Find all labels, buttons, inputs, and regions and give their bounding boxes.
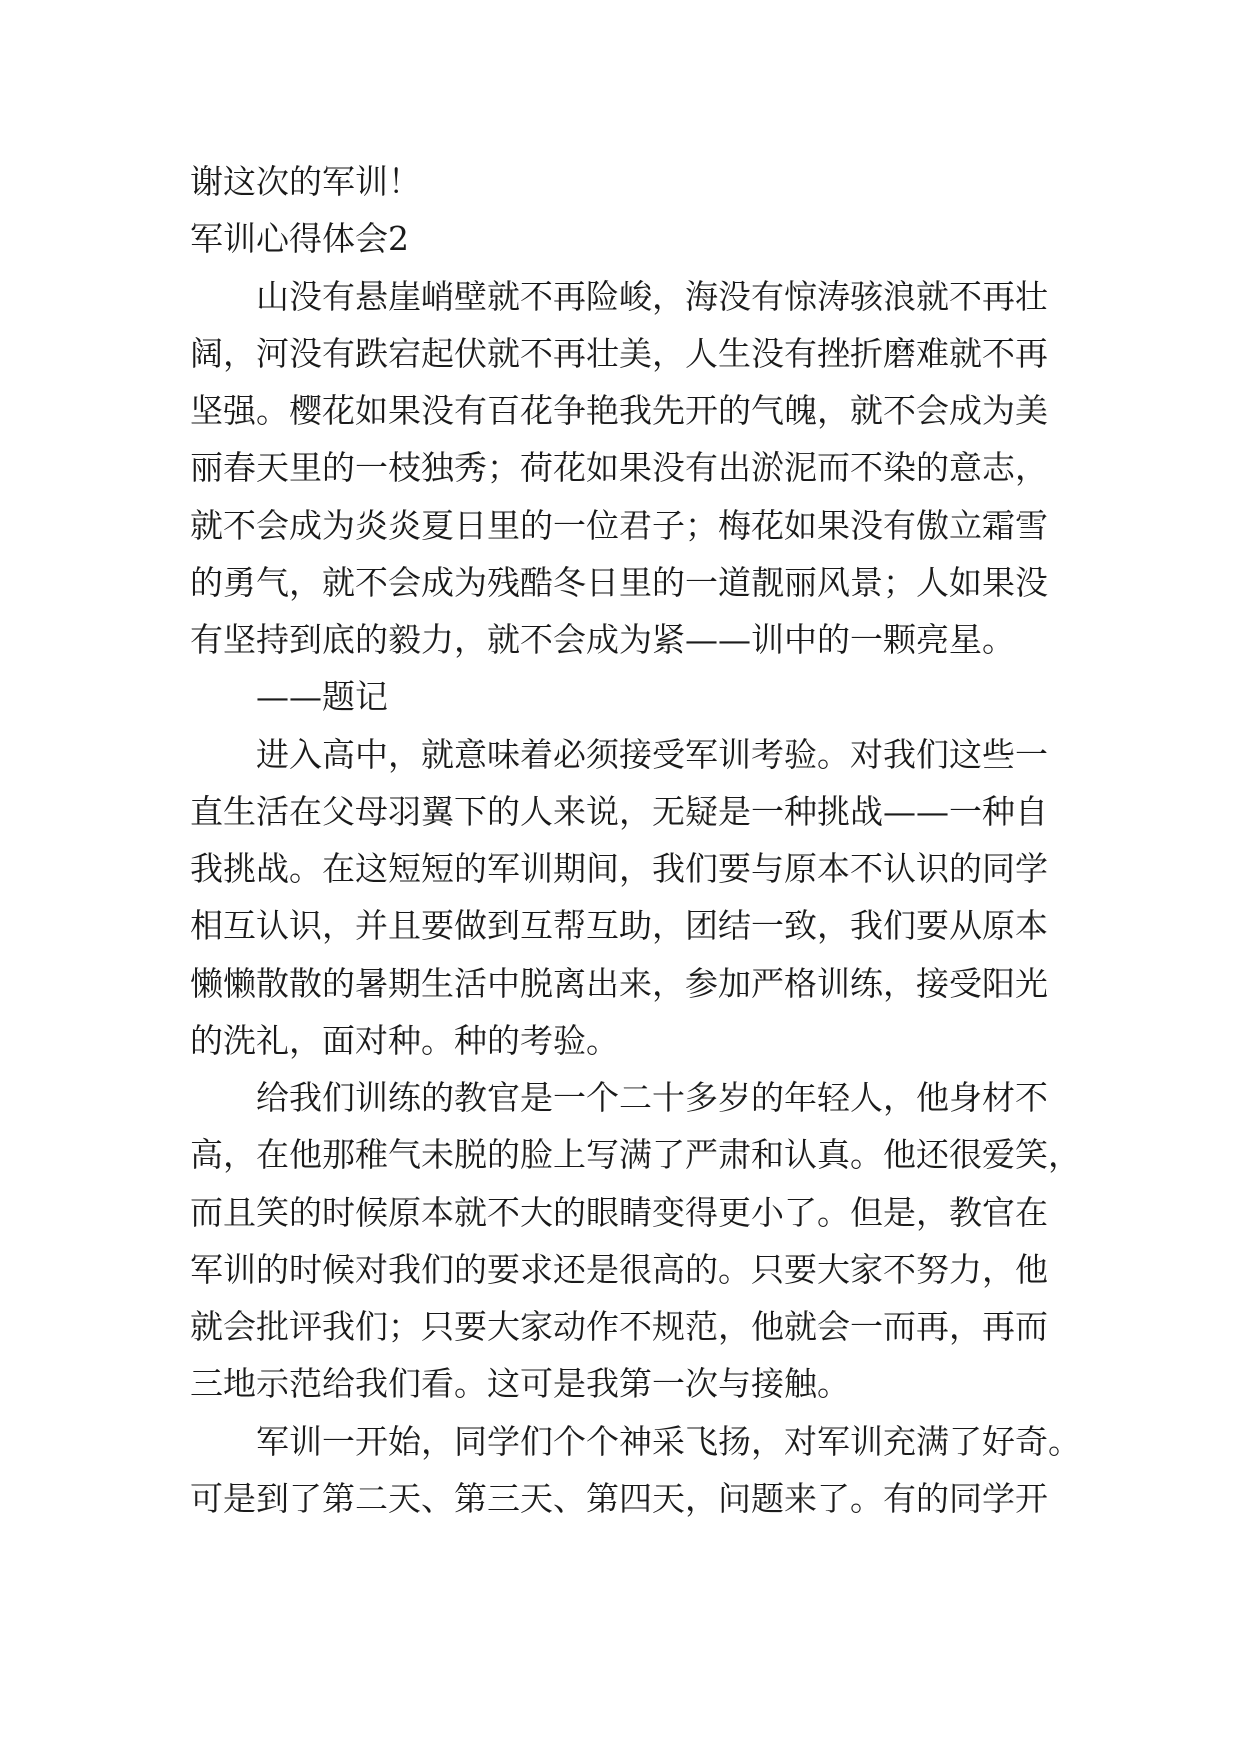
text-line: 而且笑的时候原本就不大的眼睛变得更小了。但是，教官在 [190,1193,1048,1232]
text-line: 就不会成为炎炎夏日里的一位君子；梅花如果没有傲立霜雪 [190,506,1048,545]
text-line: 我挑战。在这短短的军训期间，我们要与原本不认识的同学 [190,849,1048,888]
text-line: 军训的时候对我们的要求还是很高的。只要大家不努力，他 [190,1250,1048,1289]
text-line: 阔，河没有跌宕起伏就不再壮美，人生没有挫折磨难就不再 [190,334,1048,373]
section-heading: 军训心得体会2 [190,219,409,258]
text-line: 军训一开始，同学们个个神采飞扬，对军训充满了好奇。 [256,1422,1081,1461]
text-line: 丽春天里的一枝独秀；荷花如果没有出淤泥而不染的意志， [190,448,1048,487]
text-line: 高，在他那稚气未脱的脸上写满了严肃和认真。他还很爱笑， [190,1135,1081,1174]
text-line: 坚强。樱花如果没有百花争艳我先开的气魄，就不会成为美 [190,391,1048,430]
text-line: 给我们训练的教官是一个二十多岁的年轻人，他身材不 [256,1078,1048,1117]
text-line: 就会批评我们；只要大家动作不规范，他就会一而再，再而 [190,1307,1048,1346]
text-line: 三地示范给我们看。这可是我第一次与接触。 [190,1364,850,1403]
text-line: 谢这次的军训！ [190,162,421,201]
text-line: 山没有悬崖峭壁就不再险峻，海没有惊涛骇浪就不再壮 [256,277,1048,316]
text-line: 有坚持到底的毅力，就不会成为紧——训中的一颗亮星。 [190,620,1015,659]
text-line: 直生活在父母羽翼下的人来说，无疑是一种挑战——一种自 [190,792,1048,831]
text-line: 懒懒散散的暑期生活中脱离出来，参加严格训练，接受阳光 [190,964,1048,1003]
text-line: 的勇气，就不会成为残酷冬日里的一道靓丽风景；人如果没 [190,563,1048,602]
text-line: 的洗礼，面对种。种的考验。 [190,1021,619,1060]
text-line: 进入高中，就意味着必须接受军训考验。对我们这些一 [256,735,1048,774]
text-line: 相互认识，并且要做到互帮互助，团结一致，我们要从原本 [190,906,1048,945]
text-line: 可是到了第二天、第三天、第四天，问题来了。有的同学开 [190,1479,1048,1518]
epigraph-attribution: ——题记 [256,677,388,716]
